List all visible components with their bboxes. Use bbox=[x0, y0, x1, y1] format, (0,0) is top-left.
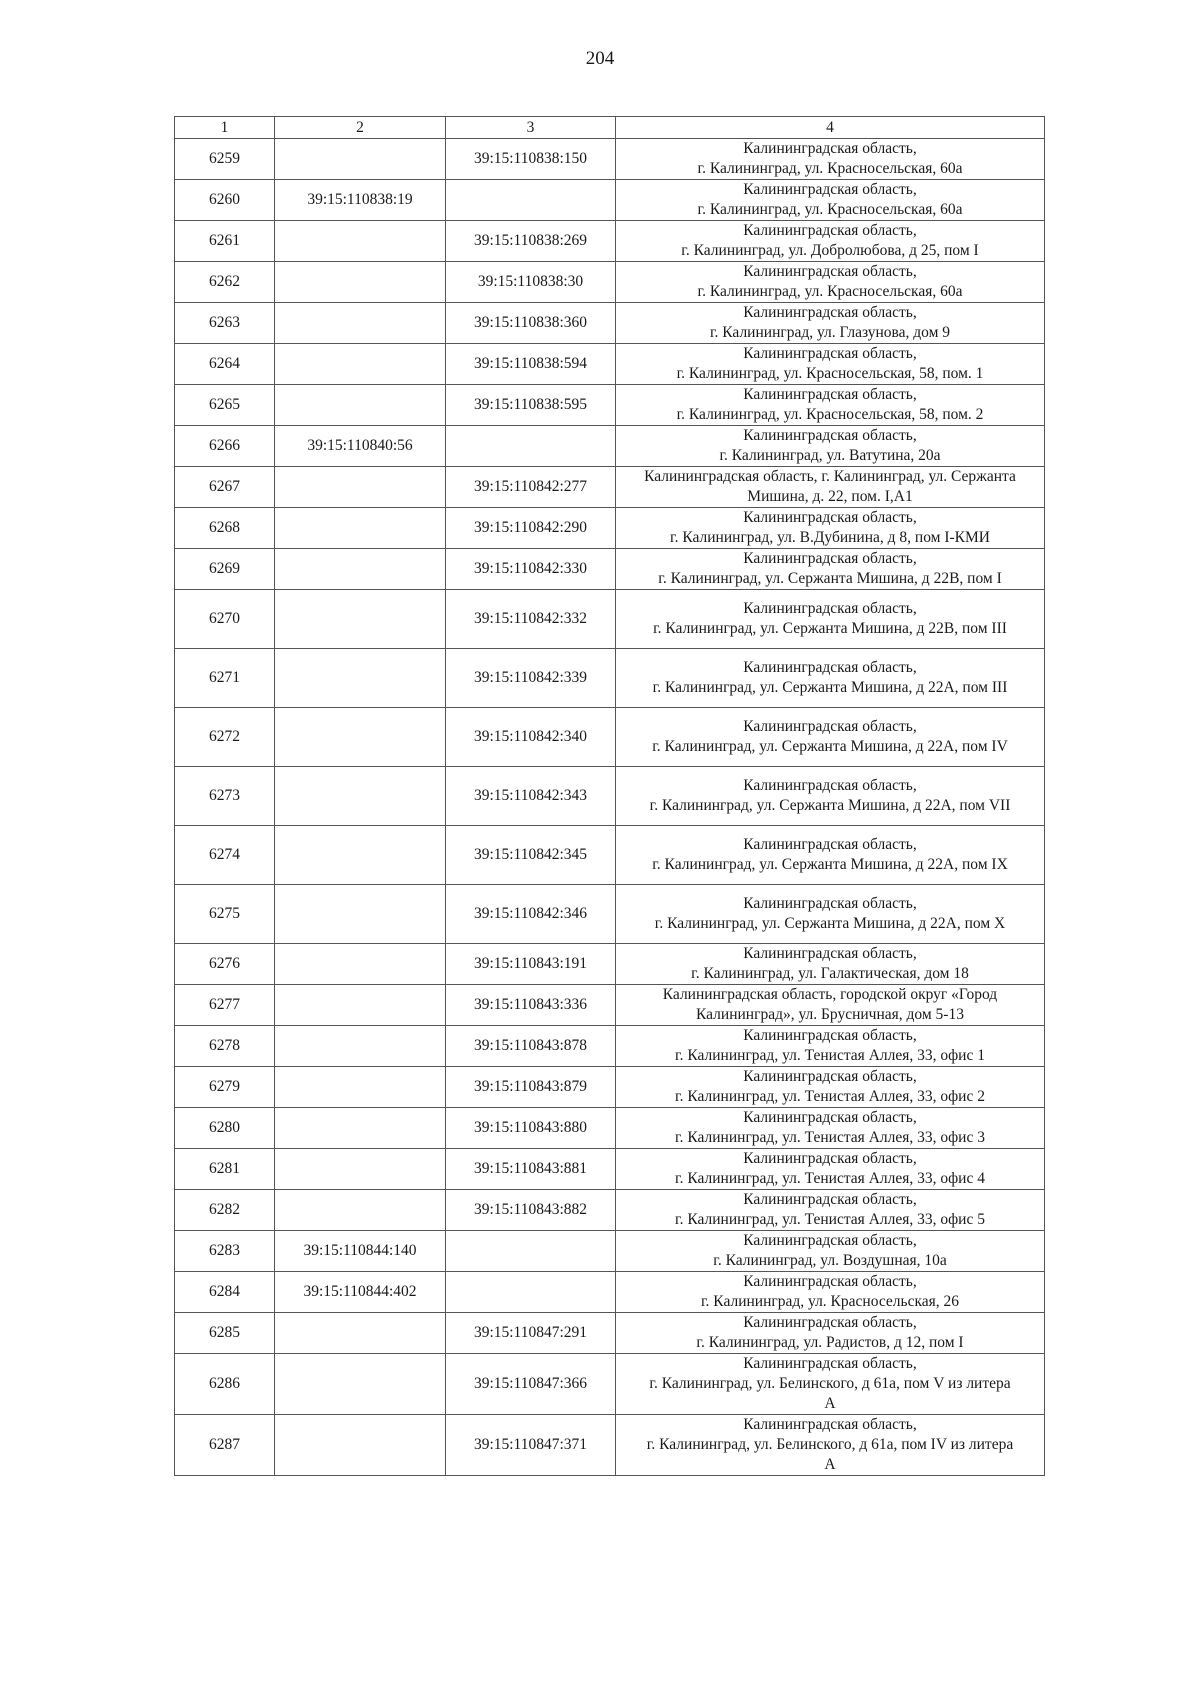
cell-address bbox=[616, 1067, 1045, 1108]
cell-cadastral-premises: 39:15:110847:371 bbox=[446, 1415, 616, 1476]
cell-number: 6278 bbox=[175, 1026, 275, 1067]
address-line: г. Калининград, ул. Красносельская, 58, пом. 1 bbox=[676, 365, 984, 382]
cell-address bbox=[616, 221, 1045, 262]
cell-cadastral-premises: 39:15:110843:880 bbox=[446, 1108, 616, 1149]
cell-address bbox=[616, 1272, 1045, 1313]
cell-cadastral-parcel: 39:15:110844:140 bbox=[275, 1231, 446, 1272]
cell-cadastral-parcel bbox=[275, 1108, 446, 1149]
cell-number: 6270 bbox=[175, 590, 275, 649]
address-line: Калининградская область, bbox=[743, 263, 917, 280]
address-line: Калининградская область, bbox=[743, 1068, 917, 1085]
cell-cadastral-parcel: 39:15:110844:402 bbox=[275, 1272, 446, 1313]
cell-number: 6265 bbox=[175, 385, 275, 426]
address-line: Калининградская область, bbox=[743, 1232, 917, 1249]
table-row bbox=[175, 1190, 1045, 1231]
cell-cadastral-premises: 39:15:110842:346 bbox=[446, 885, 616, 944]
cell-cadastral-premises: 39:15:110842:290 bbox=[446, 508, 616, 549]
page-number: 204 bbox=[585, 48, 615, 69]
cell-address bbox=[616, 1026, 1045, 1067]
address-line: А bbox=[824, 1395, 836, 1412]
cell-cadastral-parcel bbox=[275, 1313, 446, 1354]
address-line: Калининградская область, bbox=[743, 550, 917, 567]
cell-cadastral-parcel bbox=[275, 885, 446, 944]
cell-number: 6276 bbox=[175, 944, 275, 985]
header-col-1: 1 bbox=[175, 117, 275, 139]
cell-number: 6273 bbox=[175, 767, 275, 826]
cell-address bbox=[616, 1354, 1045, 1415]
address-line: г. Калининград, ул. Галактическая, дом 18 bbox=[691, 965, 969, 982]
address-line: г. Калининград, ул. В.Дубинина, д 8, пом I-КМИ bbox=[670, 529, 990, 546]
header-col-4: 4 bbox=[616, 117, 1045, 139]
address-line: г. Калининград, ул. Глазунова, дом 9 bbox=[709, 324, 951, 341]
address-line: Калининградская область, г. Калининград, ул. Сержанта bbox=[644, 468, 1016, 485]
cell-address bbox=[616, 549, 1045, 590]
address-line: Калининградская область, bbox=[743, 304, 917, 321]
cell-cadastral-premises: 39:15:110838:360 bbox=[446, 303, 616, 344]
address-line: Калининградская область, bbox=[743, 659, 917, 676]
cell-address bbox=[616, 767, 1045, 826]
cell-address bbox=[616, 262, 1045, 303]
address-line: г. Калининград, ул. Красносельская, 60а bbox=[697, 160, 963, 177]
address-line: Калининградская область, bbox=[743, 386, 917, 403]
address-line: г. Калининград, ул. Красносельская, 26 bbox=[700, 1293, 960, 1310]
table-row bbox=[175, 708, 1045, 767]
cell-cadastral-premises: 39:15:110838:594 bbox=[446, 344, 616, 385]
address-line: г. Калининград, ул. Тенистая Аллея, 33, офис 4 bbox=[675, 1170, 985, 1187]
cell-cadastral-parcel bbox=[275, 221, 446, 262]
cell-cadastral-parcel bbox=[275, 1026, 446, 1067]
table-header bbox=[175, 117, 1045, 139]
table-row bbox=[175, 1067, 1045, 1108]
address-line: Калининградская область, bbox=[743, 836, 917, 853]
table-row bbox=[175, 303, 1045, 344]
address-line: Калининградская область, bbox=[743, 222, 917, 239]
table-row bbox=[175, 944, 1045, 985]
cell-number: 6268 bbox=[175, 508, 275, 549]
address-line: Калининградская область, bbox=[743, 509, 917, 526]
register-table bbox=[174, 116, 1045, 1476]
cell-number: 6260 bbox=[175, 180, 275, 221]
address-line: г. Калининград, ул. Сержанта Мишина, д 22В, пом I bbox=[658, 570, 1002, 587]
cell-cadastral-premises: 39:15:110838:595 bbox=[446, 385, 616, 426]
cell-address bbox=[616, 467, 1045, 508]
cell-cadastral-premises: 39:15:110847:291 bbox=[446, 1313, 616, 1354]
cell-cadastral-premises: 39:15:110843:882 bbox=[446, 1190, 616, 1231]
cell-cadastral-parcel bbox=[275, 1354, 446, 1415]
table-row bbox=[175, 344, 1045, 385]
cell-address bbox=[616, 649, 1045, 708]
cell-cadastral-premises: 39:15:110843:878 bbox=[446, 1026, 616, 1067]
cell-cadastral-premises: 39:15:110842:332 bbox=[446, 590, 616, 649]
cell-cadastral-parcel bbox=[275, 549, 446, 590]
cell-cadastral-parcel bbox=[275, 385, 446, 426]
cell-cadastral-parcel: 39:15:110838:19 bbox=[275, 180, 446, 221]
address-line: Калининградская область, bbox=[743, 718, 917, 735]
cell-number: 6264 bbox=[175, 344, 275, 385]
address-line: г. Калининград, ул. Воздушная, 10а bbox=[713, 1252, 947, 1269]
cell-address bbox=[616, 385, 1045, 426]
address-line: г. Калининград, ул. Сержанта Мишина, д 22А, пом IV bbox=[652, 738, 1008, 755]
cell-address bbox=[616, 590, 1045, 649]
address-line: г. Калининград, ул. Красносельская, 58, пом. 2 bbox=[676, 406, 984, 423]
address-line: Калининградская область, bbox=[743, 777, 917, 794]
table-row bbox=[175, 180, 1045, 221]
address-line: Калининград», ул. Брусничная, дом 5-13 bbox=[696, 1006, 964, 1023]
cell-address bbox=[616, 1149, 1045, 1190]
cell-cadastral-premises: 39:15:110842:277 bbox=[446, 467, 616, 508]
cell-cadastral-premises: 39:15:110842:330 bbox=[446, 549, 616, 590]
cell-number: 6283 bbox=[175, 1231, 275, 1272]
cell-number: 6267 bbox=[175, 467, 275, 508]
address-line: Калининградская область, bbox=[743, 1191, 917, 1208]
cell-cadastral-parcel bbox=[275, 303, 446, 344]
cell-number: 6271 bbox=[175, 649, 275, 708]
address-line: Калининградская область, bbox=[743, 345, 917, 362]
address-line: Мишина, д. 22, пом. I,A1 bbox=[747, 488, 913, 505]
cell-cadastral-premises: 39:15:110838:269 bbox=[446, 221, 616, 262]
cell-number: 6262 bbox=[175, 262, 275, 303]
cell-number: 6274 bbox=[175, 826, 275, 885]
table-row bbox=[175, 1231, 1045, 1272]
address-line: г. Калининград, ул. Сержанта Мишина, д 22А, пом VII bbox=[649, 797, 1011, 814]
table-row bbox=[175, 467, 1045, 508]
cell-cadastral-parcel bbox=[275, 708, 446, 767]
table-row bbox=[175, 826, 1045, 885]
address-line: Калининградская область, bbox=[743, 600, 917, 617]
cell-number: 6259 bbox=[175, 139, 275, 180]
cell-cadastral-parcel bbox=[275, 1415, 446, 1476]
table-row bbox=[175, 1149, 1045, 1190]
cell-address bbox=[616, 826, 1045, 885]
cell-address bbox=[616, 1231, 1045, 1272]
table-row bbox=[175, 1415, 1045, 1476]
cell-cadastral-premises: 39:15:110843:191 bbox=[446, 944, 616, 985]
address-line: Калининградская область, bbox=[743, 140, 917, 157]
cell-address bbox=[616, 708, 1045, 767]
cell-cadastral-parcel bbox=[275, 262, 446, 303]
cell-number: 6286 bbox=[175, 1354, 275, 1415]
cell-address bbox=[616, 944, 1045, 985]
address-line: Калининградская область, bbox=[743, 1355, 917, 1372]
address-line: г. Калининград, ул. Красносельская, 60а bbox=[697, 283, 963, 300]
cell-cadastral-parcel bbox=[275, 985, 446, 1026]
table-row bbox=[175, 426, 1045, 467]
header-col-3: 3 bbox=[446, 117, 616, 139]
cell-cadastral-parcel bbox=[275, 649, 446, 708]
cell-number: 6272 bbox=[175, 708, 275, 767]
address-line: г. Калининград, ул. Белинского, д 61а, пом IV из литера bbox=[646, 1436, 1014, 1453]
cell-address bbox=[616, 985, 1045, 1026]
address-line: г. Калининград, ул. Белинского, д 61а, пом V из литера bbox=[649, 1375, 1011, 1392]
cell-number: 6275 bbox=[175, 885, 275, 944]
cell-cadastral-parcel bbox=[275, 508, 446, 549]
cell-cadastral-premises: 39:15:110842:345 bbox=[446, 826, 616, 885]
cell-cadastral-parcel bbox=[275, 344, 446, 385]
table-row bbox=[175, 1272, 1045, 1313]
cell-number: 6277 bbox=[175, 985, 275, 1026]
table-row bbox=[175, 385, 1045, 426]
cell-address bbox=[616, 1190, 1045, 1231]
cell-number: 6287 bbox=[175, 1415, 275, 1476]
cell-address bbox=[616, 303, 1045, 344]
cell-number: 6266 bbox=[175, 426, 275, 467]
table-row bbox=[175, 508, 1045, 549]
cell-cadastral-parcel bbox=[275, 944, 446, 985]
address-line: г. Калининград, ул. Тенистая Аллея, 33, офис 3 bbox=[675, 1129, 985, 1146]
address-line: Калининградская область, городской округ «Город bbox=[662, 986, 998, 1003]
address-line: г. Калининград, ул. Красносельская, 60а bbox=[697, 201, 963, 218]
address-line: Калининградская область, bbox=[743, 181, 917, 198]
cell-cadastral-parcel bbox=[275, 1149, 446, 1190]
address-line: Калининградская область, bbox=[743, 1273, 917, 1290]
address-line: г. Калининград, ул. Добролюбова, д 25, пом I bbox=[681, 242, 979, 259]
table-row bbox=[175, 885, 1045, 944]
address-line: г. Калининград, ул. Сержанта Мишина, д 22А, пом III bbox=[652, 679, 1008, 696]
cell-cadastral-premises: 39:15:110838:30 bbox=[446, 262, 616, 303]
address-line: А bbox=[824, 1456, 836, 1473]
address-line: Калининградская область, bbox=[743, 1416, 917, 1433]
cell-address bbox=[616, 139, 1045, 180]
cell-number: 6284 bbox=[175, 1272, 275, 1313]
table-row bbox=[175, 139, 1045, 180]
address-line: г. Калининград, ул. Сержанта Мишина, д 22В, пом III bbox=[653, 620, 1007, 637]
table-row bbox=[175, 549, 1045, 590]
table-row bbox=[175, 767, 1045, 826]
table-row bbox=[175, 221, 1045, 262]
cell-cadastral-parcel bbox=[275, 1067, 446, 1108]
cell-number: 6269 bbox=[175, 549, 275, 590]
address-line: Калининградская область, bbox=[743, 427, 917, 444]
address-line: г. Калининград, ул. Тенистая Аллея, 33, офис 5 bbox=[675, 1211, 985, 1228]
cell-address bbox=[616, 1415, 1045, 1476]
address-line: Калининградская область, bbox=[743, 895, 917, 912]
address-line: Калининградская область, bbox=[743, 1109, 917, 1126]
cell-cadastral-premises: 39:15:110842:340 bbox=[446, 708, 616, 767]
address-line: г. Калининград, ул. Ватутина, 20а bbox=[719, 447, 941, 464]
table-row bbox=[175, 1026, 1045, 1067]
cell-address bbox=[616, 508, 1045, 549]
table-body bbox=[175, 139, 1045, 1476]
table-row bbox=[175, 1354, 1045, 1415]
address-line: Калининградская область, bbox=[743, 945, 917, 962]
cell-cadastral-premises bbox=[446, 426, 616, 467]
address-line: г. Калининград, ул. Тенистая Аллея, 33, офис 1 bbox=[675, 1047, 985, 1064]
cell-cadastral-premises: 39:15:110843:879 bbox=[446, 1067, 616, 1108]
cell-address bbox=[616, 180, 1045, 221]
cell-cadastral-parcel bbox=[275, 467, 446, 508]
cell-address bbox=[616, 1313, 1045, 1354]
cell-address bbox=[616, 885, 1045, 944]
cell-cadastral-premises: 39:15:110843:336 bbox=[446, 985, 616, 1026]
address-line: Калининградская область, bbox=[743, 1314, 917, 1331]
header-col-2: 2 bbox=[275, 117, 446, 139]
address-line: г. Калининград, ул. Сержанта Мишина, д 22А, пом IX bbox=[652, 856, 1008, 873]
cell-number: 6263 bbox=[175, 303, 275, 344]
table-row bbox=[175, 262, 1045, 303]
cell-cadastral-premises: 39:15:110842:343 bbox=[446, 767, 616, 826]
cell-address bbox=[616, 1108, 1045, 1149]
cell-cadastral-premises: 39:15:110847:366 bbox=[446, 1354, 616, 1415]
table-row bbox=[175, 985, 1045, 1026]
address-line: г. Калининград, ул. Сержанта Мишина, д 22А, пом X bbox=[654, 915, 1006, 932]
cell-cadastral-parcel bbox=[275, 139, 446, 180]
address-line: г. Калининград, ул. Радистов, д 12, пом I bbox=[696, 1334, 964, 1351]
cell-address bbox=[616, 344, 1045, 385]
cell-cadastral-parcel bbox=[275, 1190, 446, 1231]
cell-cadastral-premises bbox=[446, 1231, 616, 1272]
address-line: Калининградская область, bbox=[743, 1150, 917, 1167]
cell-cadastral-premises: 39:15:110842:339 bbox=[446, 649, 616, 708]
cell-number: 6285 bbox=[175, 1313, 275, 1354]
cell-cadastral-parcel: 39:15:110840:56 bbox=[275, 426, 446, 467]
table-row bbox=[175, 1108, 1045, 1149]
table-row bbox=[175, 1313, 1045, 1354]
cell-cadastral-premises: 39:15:110843:881 bbox=[446, 1149, 616, 1190]
table-row bbox=[175, 590, 1045, 649]
cell-number: 6282 bbox=[175, 1190, 275, 1231]
address-line: Калининградская область, bbox=[743, 1027, 917, 1044]
cell-number: 6280 bbox=[175, 1108, 275, 1149]
cell-cadastral-premises: 39:15:110838:150 bbox=[446, 139, 616, 180]
cell-number: 6279 bbox=[175, 1067, 275, 1108]
cell-number: 6281 bbox=[175, 1149, 275, 1190]
cell-number: 6261 bbox=[175, 221, 275, 262]
cell-cadastral-parcel bbox=[275, 590, 446, 649]
cell-cadastral-parcel bbox=[275, 767, 446, 826]
cell-address bbox=[616, 426, 1045, 467]
header-row bbox=[175, 117, 1045, 139]
cell-cadastral-parcel bbox=[275, 826, 446, 885]
table-row bbox=[175, 649, 1045, 708]
cell-cadastral-premises bbox=[446, 1272, 616, 1313]
address-line: г. Калининград, ул. Тенистая Аллея, 33, офис 2 bbox=[675, 1088, 985, 1105]
cell-cadastral-premises bbox=[446, 180, 616, 221]
